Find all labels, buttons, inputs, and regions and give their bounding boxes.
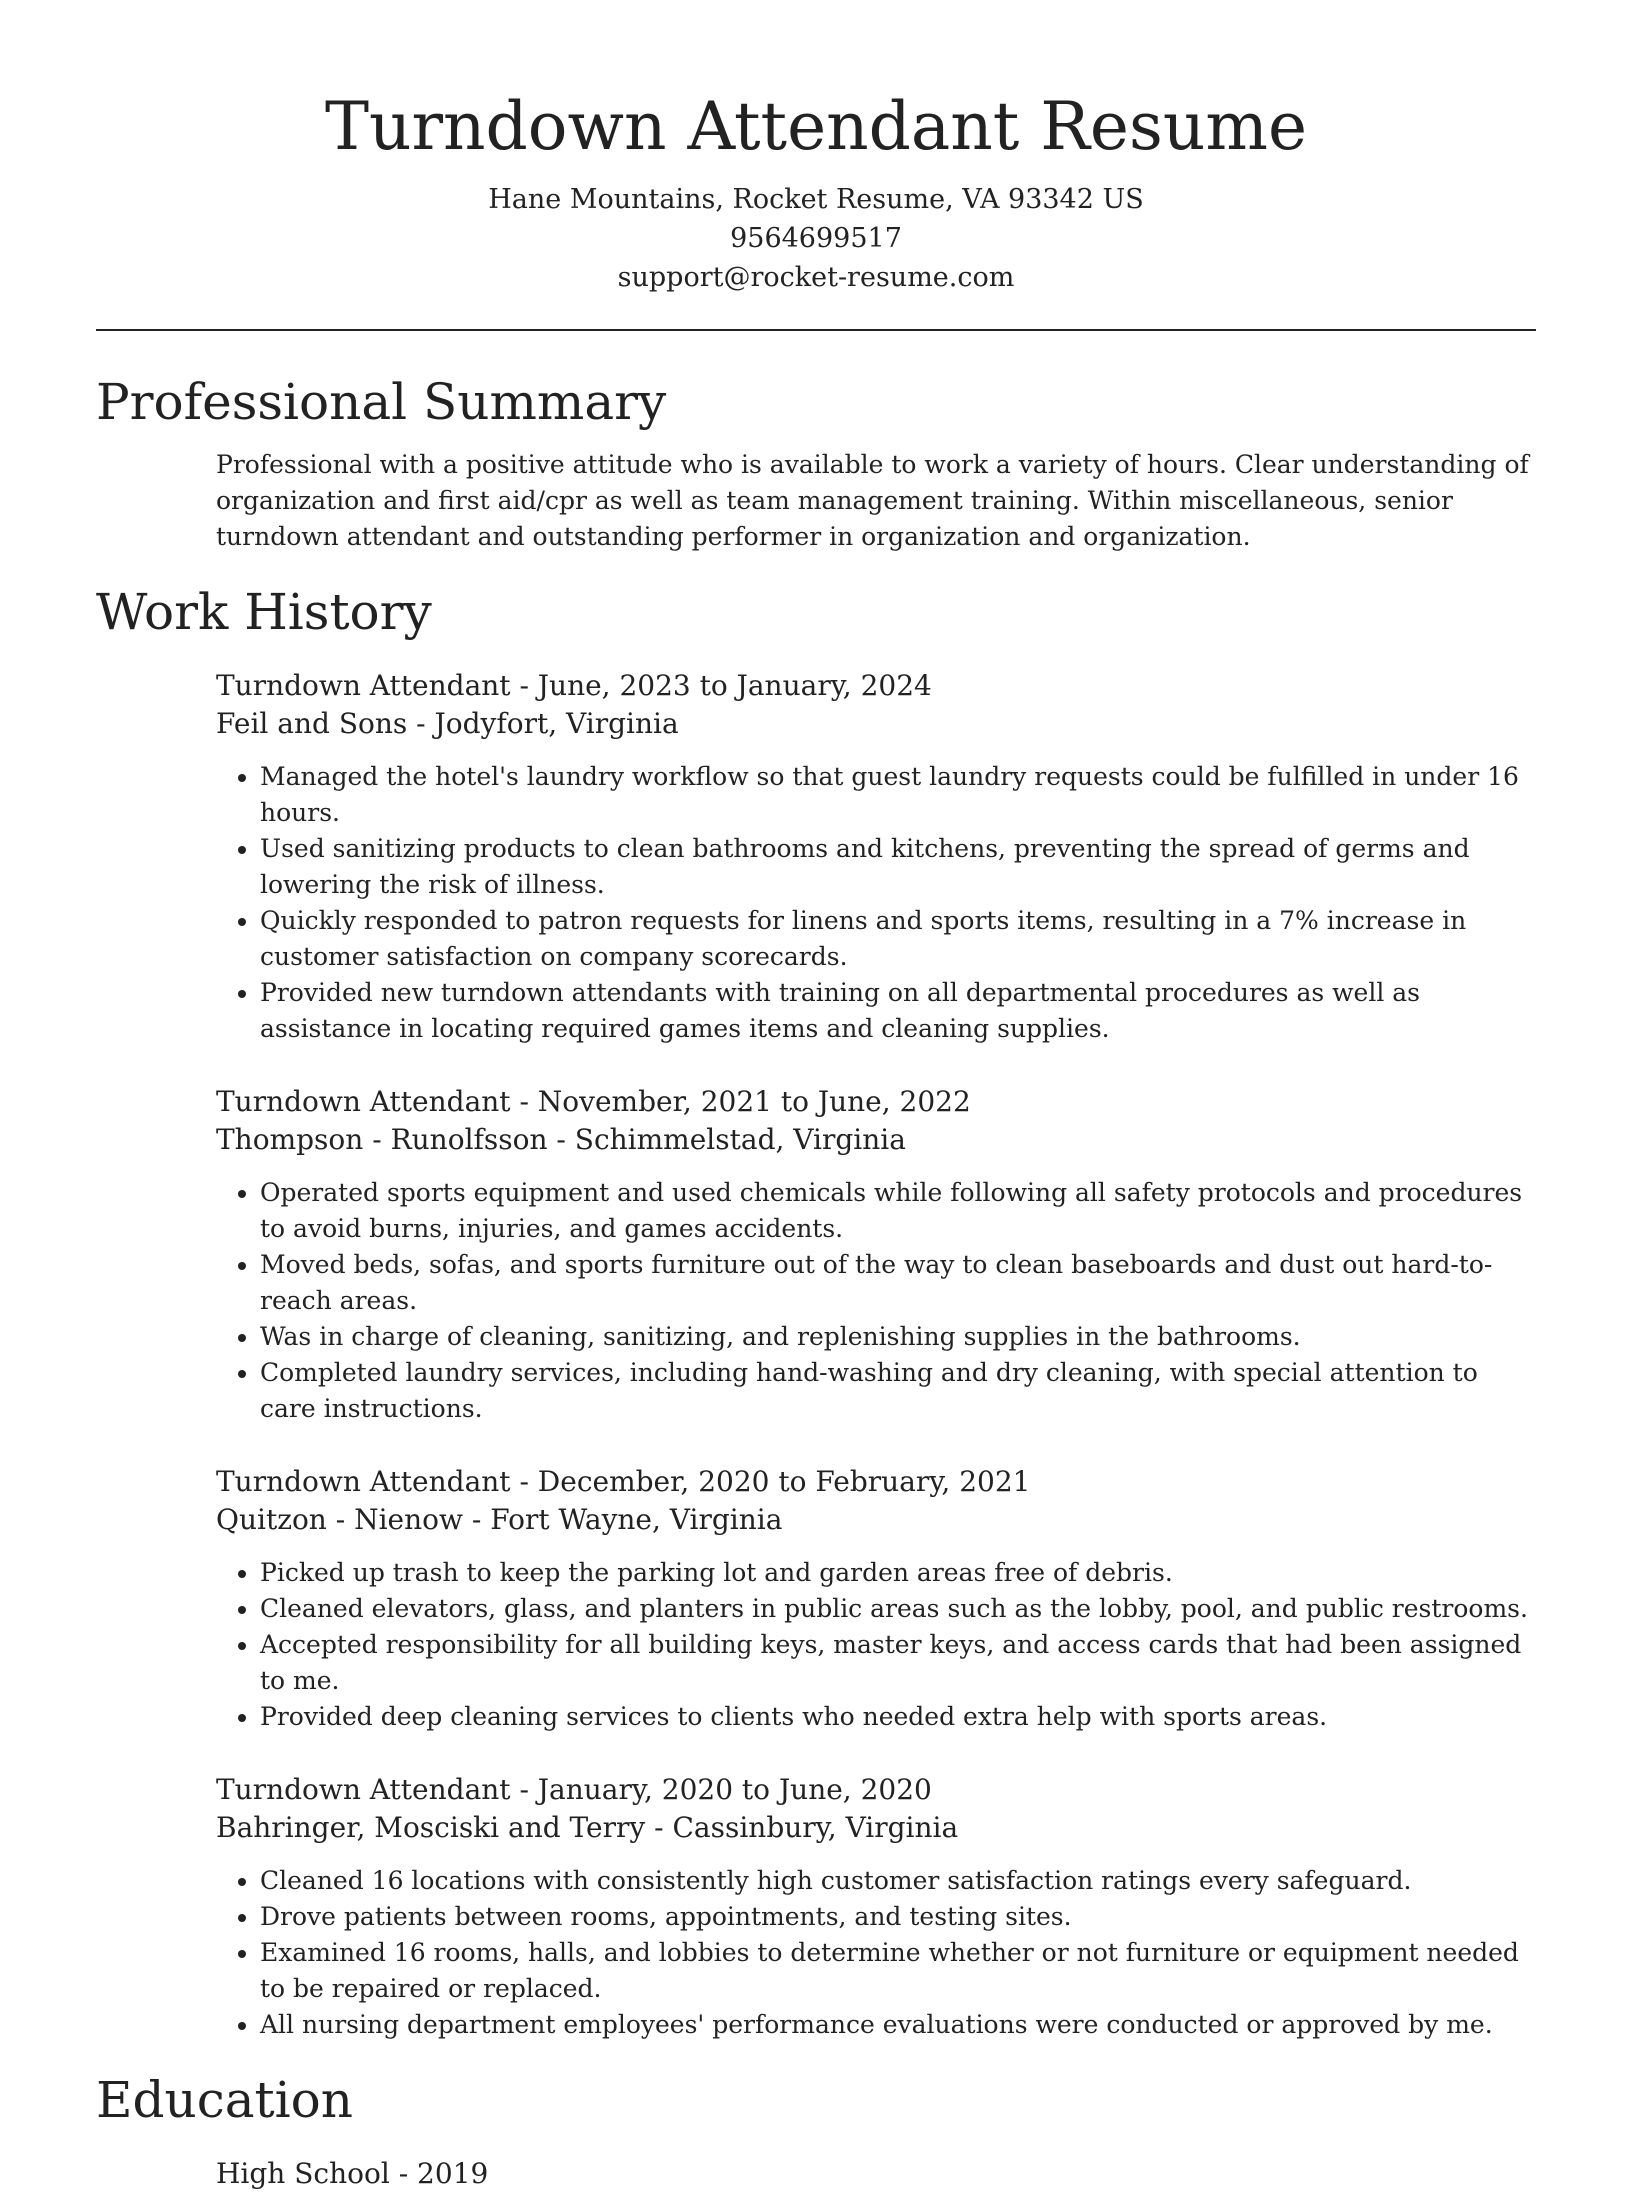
work-history-heading: Work History [96, 583, 432, 641]
job-employer-line: Thompson - Runolfsson - Schimmelstad, Virginia [216, 1123, 906, 1156]
job-title-line: Turndown Attendant - November, 2021 to June, 2022 [216, 1085, 971, 1118]
job-bullets [216, 1175, 1536, 1427]
header-divider [96, 329, 1536, 331]
job-bullet: • Picked up trash to keep the parking lot and garden areas free of debris. [260, 1555, 1536, 1591]
job-entry-2 [216, 1083, 1536, 1427]
job-bullet: • Drove patients between rooms, appointments, and testing sites. [260, 1899, 1536, 1935]
education-heading: Education [96, 2071, 353, 2129]
job-employer-line: Feil and Sons - Jodyfort, Virginia [216, 707, 679, 740]
job-bullet: • Examined 16 rooms, halls, and lobbies to determine whether or not furniture or equipment needed to be repaired or replaced. [260, 1935, 1536, 2007]
job-bullets [216, 759, 1536, 1047]
job-bullets [216, 1555, 1536, 1735]
job-title-line: Turndown Attendant - January, 2020 to June, 2020 [216, 1773, 932, 1806]
job-bullet: • Accepted responsibility for all building keys, master keys, and access cards that had been assigned to me. [260, 1627, 1536, 1699]
job-bullet: • Provided deep cleaning services to clients who needed extra help with sports areas. [260, 1699, 1536, 1735]
summary-heading: Professional Summary [96, 373, 667, 431]
job-title-line: Turndown Attendant - June, 2023 to January, 2024 [216, 669, 932, 702]
resume-page [96, 0, 1536, 2193]
job-entry-3 [216, 1463, 1536, 1735]
job-bullet: • Used sanitizing products to clean bathrooms and kitchens, preventing the spread of germs and lowering the risk of illness. [260, 831, 1536, 903]
contact-block [96, 180, 1536, 297]
job-employer-line: Quitzon - Nienow - Fort Wayne, Virginia [216, 1503, 783, 1536]
contact-address: Hane Mountains, Rocket Resume, VA 93342 US [488, 184, 1144, 215]
job-bullet: • Completed laundry services, including hand-washing and dry cleaning, with special attention to care instructions. [260, 1355, 1536, 1427]
education-item: High School - 2019 [216, 2157, 489, 2190]
job-bullet: • Cleaned 16 locations with consistently high customer satisfaction ratings every safeguard. [260, 1863, 1536, 1899]
job-entry-4 [216, 1771, 1536, 2043]
job-bullet: • Moved beds, sofas, and sports furniture out of the way to clean baseboards and dust out hard-to-reach areas. [260, 1247, 1536, 1319]
summary-text: Professional with a positive attitude who is available to work a variety of hours. Clear understanding of organization and first aid/cpr as well as team management training. Within miscellaneous, senior turndown attendant and outstanding performer in organization and organization. [216, 450, 1529, 551]
job-bullet: • Cleaned elevators, glass, and planters in public areas such as the lobby, pool, and public restrooms. [260, 1591, 1536, 1627]
contact-email: support@rocket-resume.com [617, 262, 1015, 293]
contact-phone: 9564699517 [730, 223, 902, 254]
job-bullet: • Operated sports equipment and used chemicals while following all safety protocols and procedures to avoid burns, injuries, and games accidents. [260, 1175, 1536, 1247]
job-bullet: • Was in charge of cleaning, sanitizing, and replenishing supplies in the bathrooms. [260, 1319, 1536, 1355]
job-bullet: • Managed the hotel's laundry workflow so that guest laundry requests could be fulfilled in under 16 hours. [260, 759, 1536, 831]
job-bullet: • Provided new turndown attendants with training on all departmental procedures as well as assistance in locating required games items and cleaning supplies. [260, 975, 1536, 1047]
job-title-line: Turndown Attendant - December, 2020 to February, 2021 [216, 1465, 1031, 1498]
job-entry-1 [216, 667, 1536, 1047]
job-bullets [216, 1863, 1536, 2043]
resume-title: Turndown Attendant Resume [324, 88, 1308, 165]
job-bullet: • Quickly responded to patron requests for linens and sports items, resulting in a 7% increase in customer satisfaction on company scorecards. [260, 903, 1536, 975]
job-bullet: • All nursing department employees' performance evaluations were conducted or approved by me. [260, 2007, 1536, 2043]
job-employer-line: Bahringer, Mosciski and Terry - Cassinbury, Virginia [216, 1811, 959, 1844]
